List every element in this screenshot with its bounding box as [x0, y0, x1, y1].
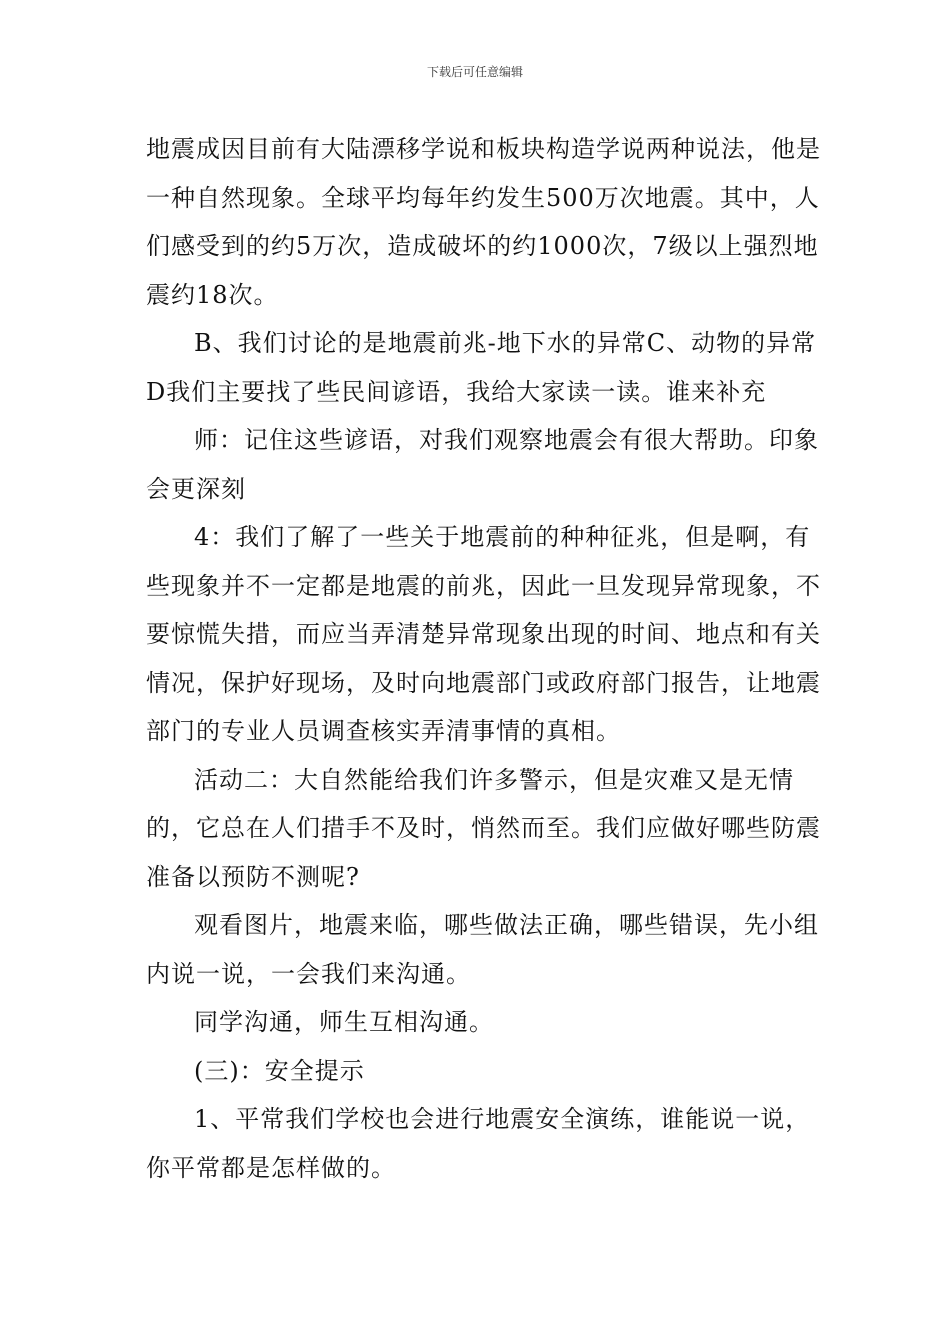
paragraph-communication: 同学沟通，师生互相沟通。 [194, 1008, 494, 1036]
document-body [146, 125, 822, 1192]
paragraph-activity-two: 活动二：大自然能给我们许多警示，但是灾难又是无情的，它总在人们措手不及时，悄然而至。我们应做好哪些防震准备以预防不测呢? [146, 765, 821, 891]
paragraph-earthquake-causes: 地震成因目前有大陆漂移学说和板块构造学说两种说法，他是一种自然现象。全球平均每年约发生500万次地震。其中，人们感受到的约5万次，造成破坏的约1000次，7级以上强烈地震约18次。 [146, 135, 821, 309]
page-header: 下载后可任意编辑 [426, 65, 523, 79]
paragraph-earthquake-precursors: B、我们讨论的是地震前兆-地下水的异常C、动物的异常D我们主要找了些民间谚语，我给大家读一读。谁来补充 [146, 329, 817, 406]
section-heading-safety-tips: (三)：安全提示 [194, 1056, 365, 1085]
paragraph-watch-pictures: 观看图片，地震来临，哪些做法正确，哪些错误，先小组内说一说，一会我们来沟通。 [146, 911, 819, 988]
paragraph-safety-drill: 1、平常我们学校也会进行地震安全演练，谁能说一说，你平常都是怎样做的。 [146, 1105, 811, 1182]
paragraph-abnormal-phenomena: 4：我们了解了一些关于地震前的种种征兆，但是啊，有些现象并不一定都是地震的前兆，因此一旦发现异常现象，不要惊慌失措，而应当弄清楚异常现象出现的时间、地点和有关情况，保护好现场，及时向地震部门或政府部门报告，让地震部门的专业人员调查核实弄清事情的真相。 [146, 523, 821, 745]
paragraph-teacher-remark: 师：记住这些谚语，对我们观察地震会有很大帮助。印象会更深刻 [146, 426, 819, 503]
